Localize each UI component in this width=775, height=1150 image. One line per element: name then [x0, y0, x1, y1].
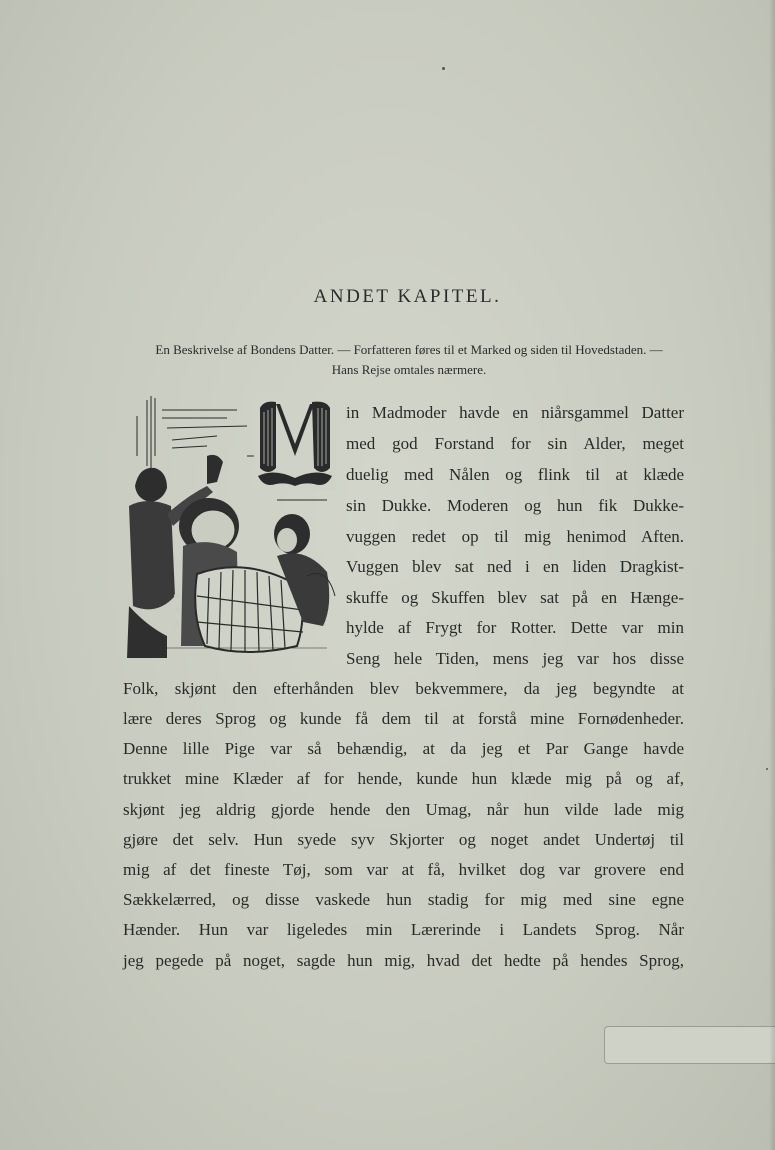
body-line: skjønt jeg aldrig gjorde hende den Umag, når hun vilde lade mig — [123, 800, 684, 819]
body-line: med god Forstand for sin Alder, meget — [346, 434, 684, 453]
body-line: Vuggen blev sat ned i en liden Dragkist- — [346, 557, 684, 576]
body-line: sin Dukke. Moderen og hun fik Dukke- — [346, 496, 684, 515]
library-stamp-frame — [604, 1026, 775, 1064]
dropcap-letter: M — [294, 454, 296, 455]
body-line: mig af det fineste Tøj, som var at få, hvilket dog var grovere end — [123, 860, 684, 879]
body-line: hylde af Frygt for Rotter. Dette var min — [346, 618, 684, 637]
chapter-title: ANDET KAPITEL. — [313, 286, 502, 307]
chapter-summary — [110, 340, 708, 380]
body-line: skuffe og Skuffen blev sat på en Hænge- — [346, 588, 684, 607]
body-line: duelig med Nålen og flink til at klæde — [346, 465, 684, 484]
body-line: trukket mine Klæder af for hende, kunde hun klæde mig på og af, — [123, 769, 684, 788]
body-line: lære deres Sprog og kunde få dem til at forstå mine Fornødenheder. — [123, 709, 684, 728]
body-line: in Madmoder havde en niårsgammel Datter — [346, 403, 684, 422]
body-line: gjøre det selv. Hun syede syv Skjorter og noget andet Undertøj til — [123, 830, 684, 849]
body-line: Denne lille Pige var så behændig, at da jeg et Par Gange havde — [123, 739, 684, 758]
paper-speck — [766, 768, 768, 770]
summary-line: Hans Rejse omtales nærmere. — [331, 362, 487, 377]
dropcap-ornament — [254, 398, 336, 490]
body-line: vuggen redet op til mig henimod Aften. — [346, 527, 684, 546]
body-line: jeg pegede på noget, sagde hun mig, hvad det hedte på hendes Sprog, — [123, 951, 684, 970]
show-through-text — [150, 95, 710, 295]
body-line: Seng hele Tiden, mens jeg var hos disse — [346, 649, 684, 668]
paper-speck — [442, 67, 445, 70]
body-line: Sækkelærred, og disse vaskede hun stadig for mig med sine egne — [123, 890, 684, 909]
body-line: Folk, skjønt den efterhånden blev bekvemmere, da jeg begyndte at — [123, 679, 684, 698]
page-edge-shadow — [769, 0, 775, 1150]
summary-line: En Beskrivelse af Bondens Datter. — Forfatteren føres til et Marked og siden til Hovedstaden. — — [155, 342, 663, 357]
body-line: Hænder. Hun var ligeledes min Lærerinde i Landets Sprog. Når — [123, 920, 684, 939]
